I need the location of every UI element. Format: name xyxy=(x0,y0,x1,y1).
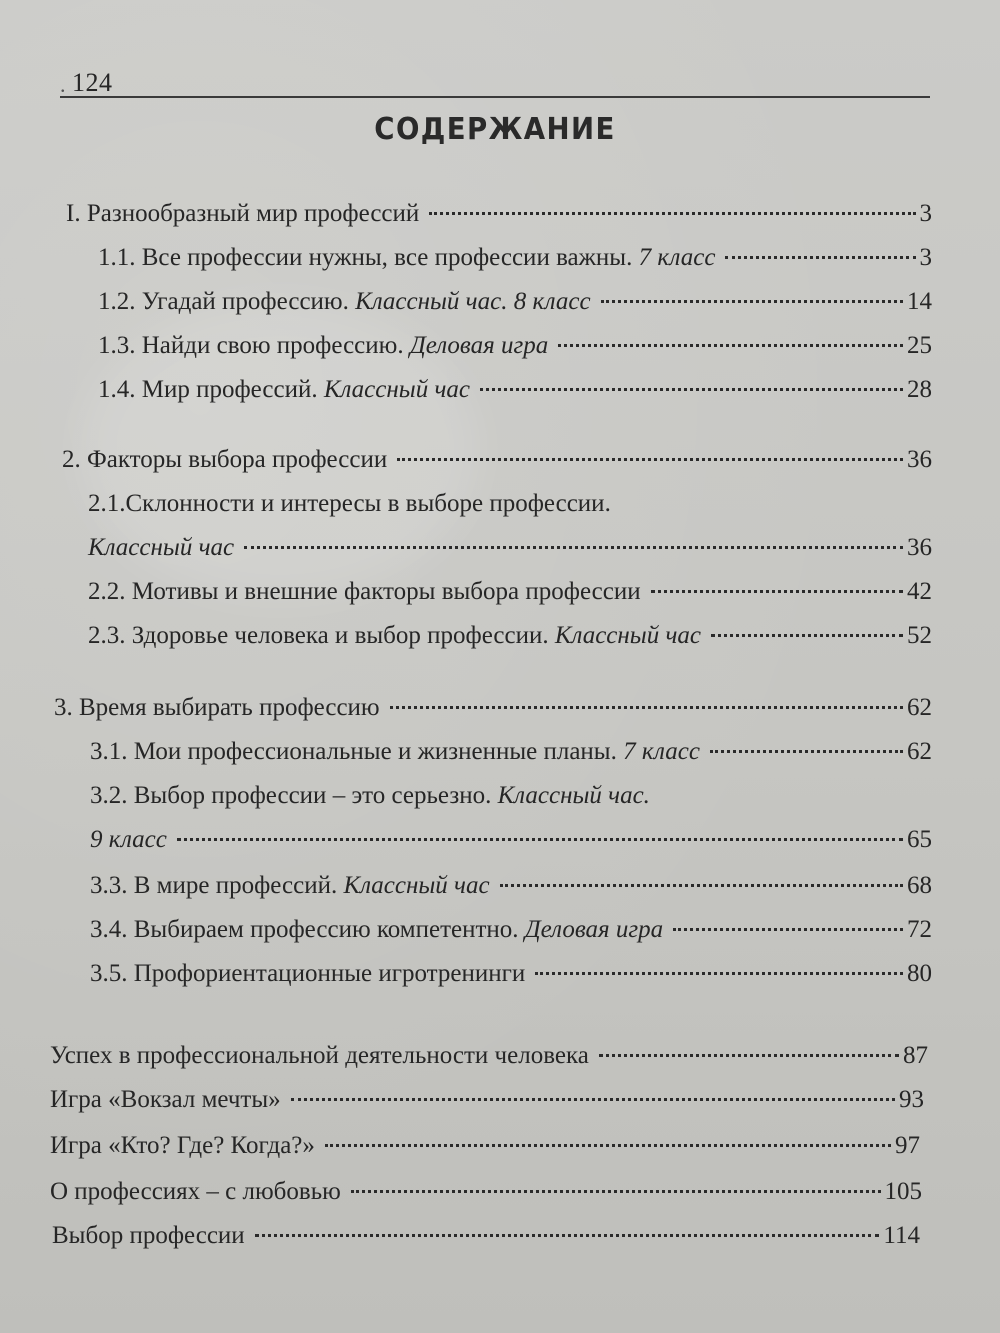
toc-title: 3.2. Выбор профессии – это серьезно. Классный час. xyxy=(90,782,650,809)
toc-item-3-2-line2 xyxy=(90,824,932,856)
toc-page: 72 xyxy=(907,916,932,943)
toc-page: 36 xyxy=(907,446,932,473)
toc-page: 87 xyxy=(903,1042,928,1069)
toc-page: 52 xyxy=(907,622,932,649)
toc-title: 2.2. Мотивы и внешние факторы выбора профессии xyxy=(88,578,641,605)
toc-page: 80 xyxy=(907,960,932,987)
toc-note: Деловая игра xyxy=(524,916,664,943)
toc-page: 105 xyxy=(884,1178,922,1205)
dot-leader xyxy=(351,1190,881,1193)
toc-title: 3.3. В мире профессий. Классный час xyxy=(90,872,490,899)
toc-note: Деловая игра xyxy=(409,332,549,359)
toc-item-1-2 xyxy=(98,286,932,318)
dot-leader xyxy=(500,884,903,887)
toc-title: 3.5. Профориентационные игротренинги xyxy=(90,960,526,987)
dot-leader xyxy=(710,750,903,753)
toc-title: 3.4. Выбираем профессию компетентно. Деловая игра xyxy=(90,916,664,943)
toc-title: 1.3. Найди свою профессию. Деловая игра xyxy=(98,332,549,359)
dot-leader xyxy=(601,300,903,303)
toc-item-3-1 xyxy=(90,736,932,768)
toc-note: Классный час xyxy=(323,376,470,403)
toc-item-3-3 xyxy=(90,870,932,902)
toc-title: 3. Время выбирать профессию xyxy=(54,694,380,721)
toc-item-1-3 xyxy=(98,330,932,362)
dot-leader xyxy=(390,706,903,709)
toc-section-2 xyxy=(62,444,932,476)
toc-page: 93 xyxy=(899,1086,924,1113)
toc-title: 1.1. Все профессии нужны, все профессии важны. 7 класс xyxy=(98,244,716,271)
toc-section-3 xyxy=(54,692,932,724)
toc-title: 2. Факторы выбора профессии xyxy=(62,446,388,473)
toc-page: 25 xyxy=(907,332,932,359)
toc-title: Успех в профессиональной деятельности человека xyxy=(50,1042,589,1069)
toc-item-2-3 xyxy=(88,620,932,652)
header-rule xyxy=(60,96,930,98)
toc-note: Классный час xyxy=(88,534,235,561)
toc-page: 62 xyxy=(907,738,932,765)
toc-page: 114 xyxy=(883,1222,920,1249)
toc-note: 7 класс xyxy=(638,244,716,271)
toc-page: 65 xyxy=(907,826,932,853)
toc-title: 2.3. Здоровье человека и выбор профессии. Классный час xyxy=(88,622,701,649)
toc-page: 28 xyxy=(907,376,932,403)
toc-page: 68 xyxy=(907,872,932,899)
page-dot: . xyxy=(60,72,66,97)
toc-title: 3.1. Мои профессиональные и жизненные планы. 7 класс xyxy=(90,738,700,765)
toc-item-2-2 xyxy=(88,576,932,608)
toc-page: 36 xyxy=(907,534,932,561)
dot-leader xyxy=(480,388,903,391)
toc-item-3-4 xyxy=(90,914,932,946)
toc-extra-1 xyxy=(50,1040,928,1072)
page-number: 124 xyxy=(72,68,113,97)
dot-leader xyxy=(558,344,903,347)
dot-leader xyxy=(725,256,915,259)
toc-title: О профессиях – с любовью xyxy=(50,1178,341,1205)
toc-extra-4 xyxy=(50,1176,922,1208)
dot-leader xyxy=(325,1144,891,1147)
toc-item-3-5 xyxy=(90,958,932,990)
toc-note: Классный час xyxy=(554,622,701,649)
dot-leader xyxy=(651,590,903,593)
toc-page: 3 xyxy=(919,200,932,227)
dot-leader xyxy=(535,972,903,975)
toc-item-1-4 xyxy=(98,374,932,406)
toc-title: 1.4. Мир профессий. Классный час xyxy=(98,376,470,403)
dot-leader xyxy=(599,1054,899,1057)
dot-leader xyxy=(397,458,903,461)
toc-page: 42 xyxy=(907,578,932,605)
toc-page: 14 xyxy=(907,288,932,315)
toc-note: Классный час. 8 класс xyxy=(355,288,591,315)
toc-extra-3 xyxy=(50,1130,920,1162)
toc-title: Игра «Кто? Где? Когда?» xyxy=(50,1132,315,1159)
toc-title: Игра «Вокзал мечты» xyxy=(50,1086,281,1113)
dot-leader xyxy=(177,838,903,841)
toc-item-2-1-line2 xyxy=(88,532,932,564)
dot-leader xyxy=(429,212,915,215)
dot-leader xyxy=(291,1098,895,1101)
toc-item-1-1 xyxy=(98,242,932,274)
toc-title: 2.1.Склонности и интересы в выборе профессии. xyxy=(88,490,611,517)
page-title: СОДЕРЖАНИЕ xyxy=(374,112,616,147)
toc-page: 97 xyxy=(895,1132,920,1159)
toc-item-2-1-line1 xyxy=(88,488,932,520)
toc-extra-2 xyxy=(50,1084,924,1116)
toc-page: 3 xyxy=(919,244,932,271)
dot-leader xyxy=(255,1234,880,1237)
toc-note: 9 класс xyxy=(90,826,167,853)
dot-leader xyxy=(673,928,903,931)
toc-page: 62 xyxy=(907,694,932,721)
toc-note: Классный час xyxy=(343,872,490,899)
dot-leader xyxy=(244,546,903,549)
toc-extra-5 xyxy=(52,1220,920,1252)
dot-leader xyxy=(711,634,903,637)
toc-title: Выбор профессии xyxy=(52,1222,245,1249)
toc-section-1 xyxy=(66,198,932,230)
toc-title xyxy=(90,824,167,856)
toc-title: 1.2. Угадай профессию. Классный час. 8 класс xyxy=(98,288,591,315)
toc-title xyxy=(88,532,234,564)
toc-note: 7 класс xyxy=(623,738,700,765)
toc-item-3-2-line1 xyxy=(90,780,932,812)
toc-title: I. Разнообразный мир профессий xyxy=(66,200,420,227)
toc-note: Классный час. xyxy=(497,782,650,809)
